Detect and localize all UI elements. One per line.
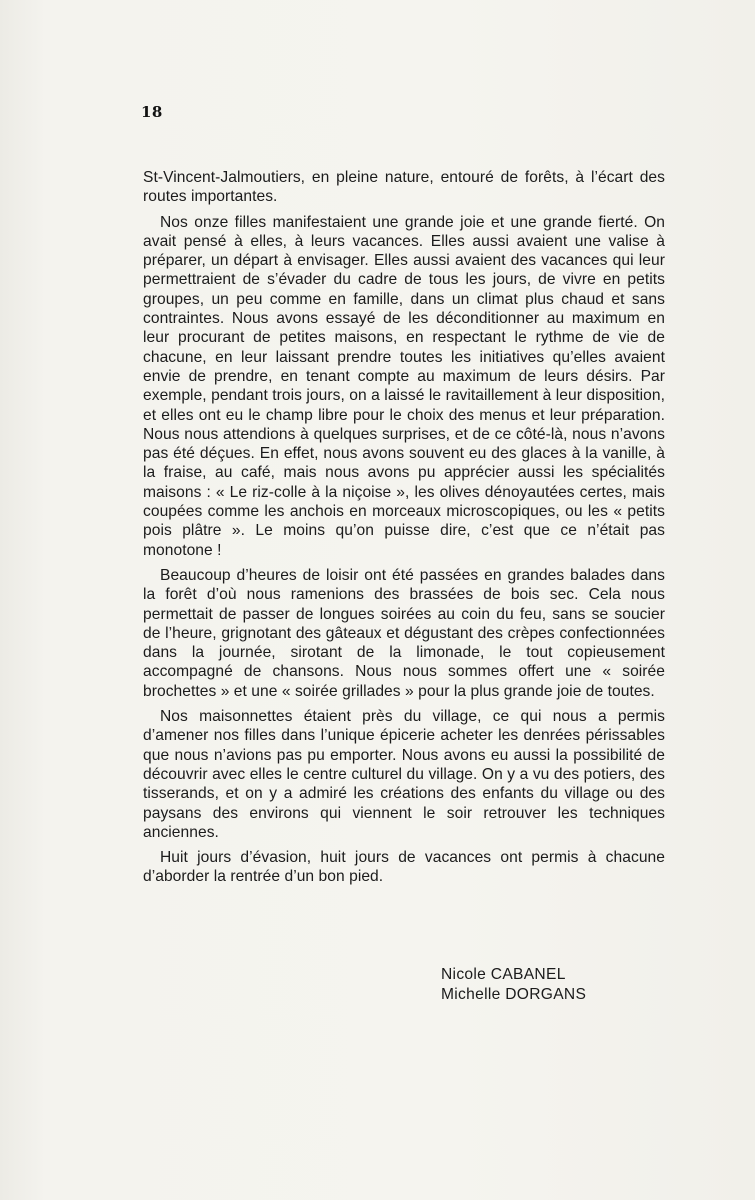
- page-number: 18: [141, 103, 163, 121]
- paragraph-1: St-Vincent-Jalmoutiers, en pleine nature, entouré de forêts, à l’écart des routes importantes.: [143, 169, 665, 206]
- paragraph-4: Nos maisonnettes étaient près du village, ce qui nous a permis d’amener nos filles dans l’unique épicerie acheter les denrées périssables que nous n’avions pas pu emporter. Nous avons eu aussi la possibilité de découvrir avec elles le centre culturel du village. On y a vu des potiers, des tisserands, et on y a admiré les créations des enfants du village ou des paysans des environs qui viennent le soir retrouver les techniques anciennes.: [143, 708, 665, 841]
- paragraph-3: Beaucoup d’heures de loisir ont été passées en grandes balades dans la forêt d’où nous ramenions des brassées de bois sec. Cela nous permettait de passer de longues soirées au coin du feu, sans se soucier de l’heure, grignotant des gâteaux et dégustant des crèpes confectionnées dans la journée, sirotant de la limonade, le tout copieusement accompagné de chansons. Nous nous sommes offert une « soirée brochettes » et une « soirée grillades » pour la plus grande joie de toutes.: [143, 566, 665, 700]
- signature-block: [441, 965, 586, 1004]
- paragraph-5: Huit jours d’évasion, huit jours de vacances ont permis à chacune d’aborder la rentrée d’un bon pied.: [143, 849, 665, 886]
- paragraph-2: Nos onze filles manifestaient une grande joie et une grande fierté. On avait pensé à elles, à leurs vacances. Elles aussi avaient une valise à préparer, un départ à envisager. Elles aussi avaient des vacances qui leur permettraient de s’évader du cadre de tous les jours, de vivre en petits groupes, un peu comme en famille, dans un climat plus chaud et sans contraintes. Nous avons essayé de les déconditionner au maximum en leur procurant de petites maisons, en respectant le rythme de vie de chacune, en leur laissant prendre toutes les initiatives qu’elles avaient envie de prendre, en tenant compte au maximum de leurs désirs. Par exemple, pendant trois jours, on a laissé le ravitaillement à leur disposition, et elles ont eu le champ libre pour le choix des menus et leur préparation. Nous nous attendions à quelques surprises, et de ce côté-là, nous n’avons pas été déçues. En effet, nous avons souvent eu des glaces à la vanille, à la fraise, au café, mais nous avons pu apprécier aussi les spécialités maisons : « Le riz-colle à la niçoise », les olives dénoyautées certes, mais coupées comme les anchois en morceaux microscopiques, ou les « petits pois plâtre ». Le moins qu’on puisse dire, c’est que ce n’était pas monotone !: [143, 213, 665, 559]
- signature-author-1: Nicole CABANEL: [441, 966, 566, 983]
- signature-author-2: Michelle DORGANS: [441, 985, 587, 1003]
- article-body: [143, 168, 665, 893]
